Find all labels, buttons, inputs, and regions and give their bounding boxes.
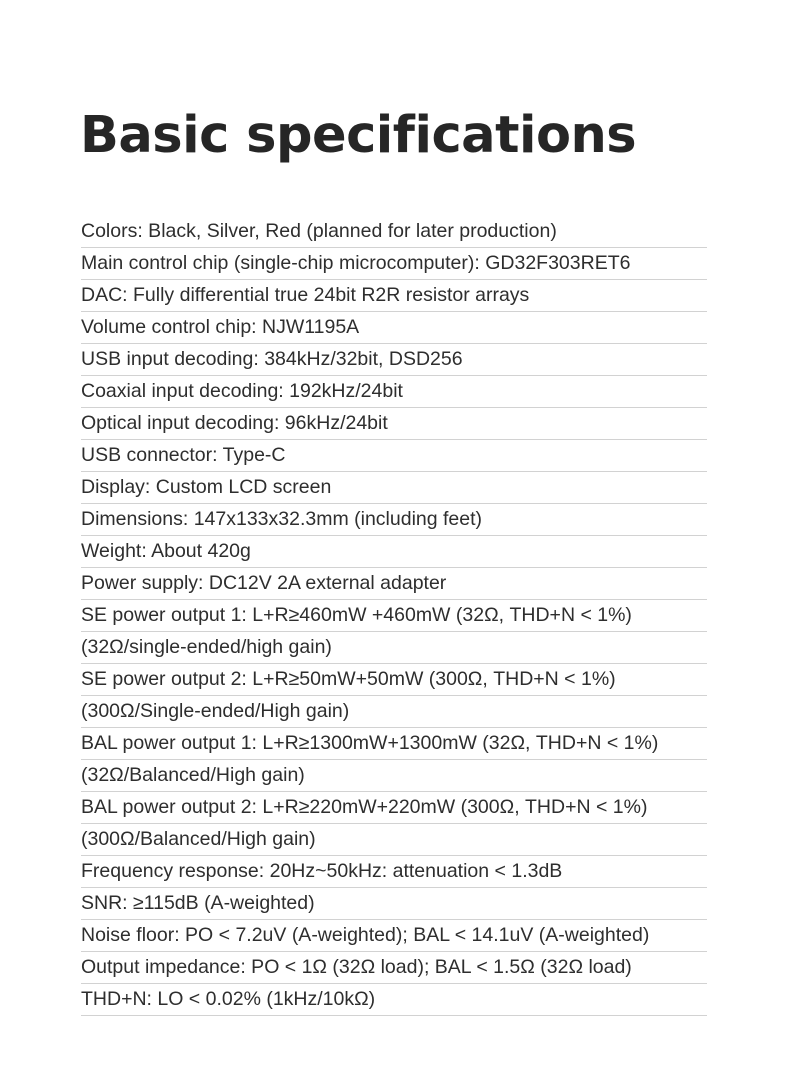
spec-row: Display: Custom LCD screen xyxy=(81,472,707,504)
spec-row: (32Ω/Balanced/High gain) xyxy=(81,760,707,792)
spec-row: SE power output 1: L+R≥460mW +460mW (32Ω, THD+N < 1%) xyxy=(81,600,707,632)
spec-list xyxy=(81,216,707,1016)
spec-row: Coaxial input decoding: 192kHz/24bit xyxy=(81,376,707,408)
spec-row: (32Ω/single-ended/high gain) xyxy=(81,632,707,664)
spec-row: SE power output 2: L+R≥50mW+50mW (300Ω, THD+N < 1%) xyxy=(81,664,707,696)
spec-row: USB input decoding: 384kHz/32bit, DSD256 xyxy=(81,344,707,376)
spec-row: Power supply: DC12V 2A external adapter xyxy=(81,568,707,600)
spec-row: BAL power output 2: L+R≥220mW+220mW (300Ω, THD+N < 1%) xyxy=(81,792,707,824)
spec-row: Colors: Black, Silver, Red (planned for later production) xyxy=(81,216,707,248)
spec-row: THD+N: LO < 0.02% (1kHz/10kΩ) xyxy=(81,984,707,1016)
spec-row: Weight: About 420g xyxy=(81,536,707,568)
spec-row: Output impedance: PO < 1Ω (32Ω load); BAL < 1.5Ω (32Ω load) xyxy=(81,952,707,984)
spec-row: Volume control chip: NJW1195A xyxy=(81,312,707,344)
spec-row: Noise floor: PO < 7.2uV (A-weighted); BAL < 14.1uV (A-weighted) xyxy=(81,920,707,952)
spec-row: Frequency response: 20Hz~50kHz: attenuation < 1.3dB xyxy=(81,856,707,888)
spec-row: BAL power output 1: L+R≥1300mW+1300mW (32Ω, THD+N < 1%) xyxy=(81,728,707,760)
page-title: Basic specifications xyxy=(80,106,637,165)
spec-row: (300Ω/Single-ended/High gain) xyxy=(81,696,707,728)
spec-row: Dimensions: 147x133x32.3mm (including feet) xyxy=(81,504,707,536)
spec-row: USB connector: Type-C xyxy=(81,440,707,472)
spec-row: DAC: Fully differential true 24bit R2R resistor arrays xyxy=(81,280,707,312)
spec-row: (300Ω/Balanced/High gain) xyxy=(81,824,707,856)
spec-row: SNR: ≥115dB (A-weighted) xyxy=(81,888,707,920)
spec-row: Optical input decoding: 96kHz/24bit xyxy=(81,408,707,440)
spec-row: Main control chip (single-chip microcomputer): GD32F303RET6 xyxy=(81,248,707,280)
